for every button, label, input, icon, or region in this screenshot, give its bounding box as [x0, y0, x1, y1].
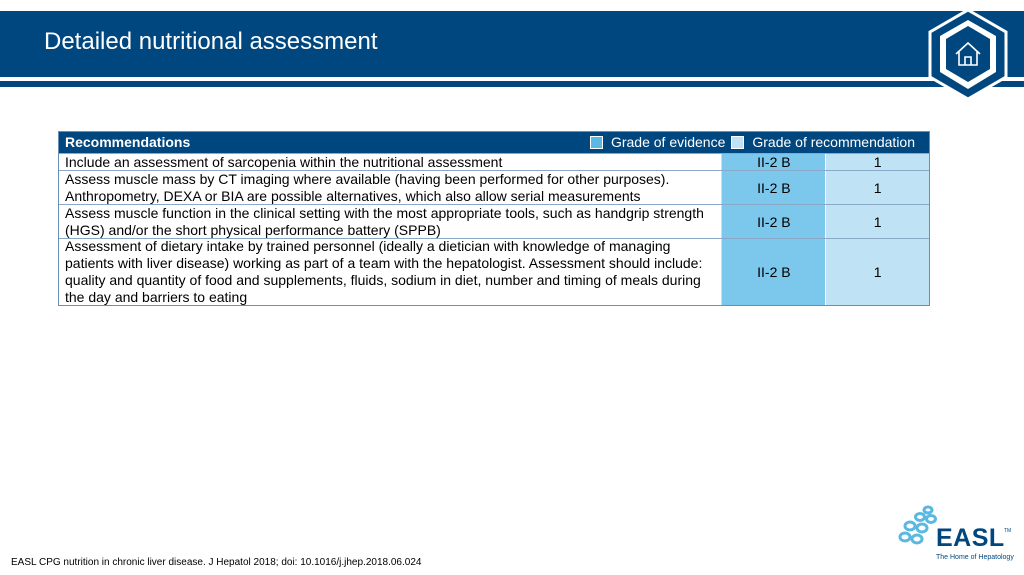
- recommendation-swatch: [731, 136, 744, 149]
- grade-cell: 1: [825, 171, 929, 204]
- recommendations-header: Recommendations: [65, 134, 191, 150]
- recommendation-text: Assessment of dietary intake by trained personnel (ideally a dietician with knowledge of managing patients with liver disease) working as part of a team with the hepatologist. Assessment should include: quality and quantity of food and supplements, fluids, sodium in diet, number and timing of meals during the day and barriers to eating: [59, 239, 721, 305]
- legend-evidence: Grade of evidence: [610, 134, 726, 150]
- evidence-cell: II-2 B: [721, 154, 825, 170]
- table-header: [59, 132, 929, 153]
- table-row: [59, 170, 929, 204]
- evidence-cell: II-2 B: [721, 239, 825, 305]
- citation: EASL CPG nutrition in chronic liver disease. J Hepatol 2018; doi: 10.1016/j.jhep.2018.06.024: [11, 557, 422, 568]
- table-row: [59, 238, 929, 305]
- legend-recommendation: Grade of recommendation: [752, 134, 915, 150]
- easl-trademark: TM: [1004, 528, 1012, 534]
- table-row: [59, 204, 929, 238]
- home-icon[interactable]: [928, 8, 1008, 101]
- recommendation-text: Assess muscle function in the clinical setting with the most appropriate tools, such as handgrip strength (HGS) and/or the short physical performance battery (SPPB): [59, 205, 721, 238]
- recommendation-text: Include an assessment of sarcopenia within the nutritional assessment: [59, 154, 721, 170]
- easl-wordmark: EASL: [936, 524, 1005, 552]
- evidence-cell: II-2 B: [721, 171, 825, 204]
- grade-cell: 1: [825, 239, 929, 305]
- grade-cell: 1: [825, 154, 929, 170]
- grade-cell: 1: [825, 205, 929, 238]
- page-title: Detailed nutritional assessment: [44, 28, 378, 55]
- recommendation-text: Assess muscle mass by CT imaging where available (having been performed for other purposes). Anthropometry, DEXA or BIA are possible alternatives, which also allow serial measurements: [59, 171, 721, 204]
- easl-tagline: The Home of Hepatology: [936, 554, 1014, 561]
- evidence-cell: II-2 B: [721, 205, 825, 238]
- table-row: [59, 153, 929, 170]
- grade-legend: [590, 134, 915, 150]
- recommendations-table: [58, 131, 930, 306]
- title-underline: [0, 81, 1024, 87]
- evidence-swatch: [590, 136, 603, 149]
